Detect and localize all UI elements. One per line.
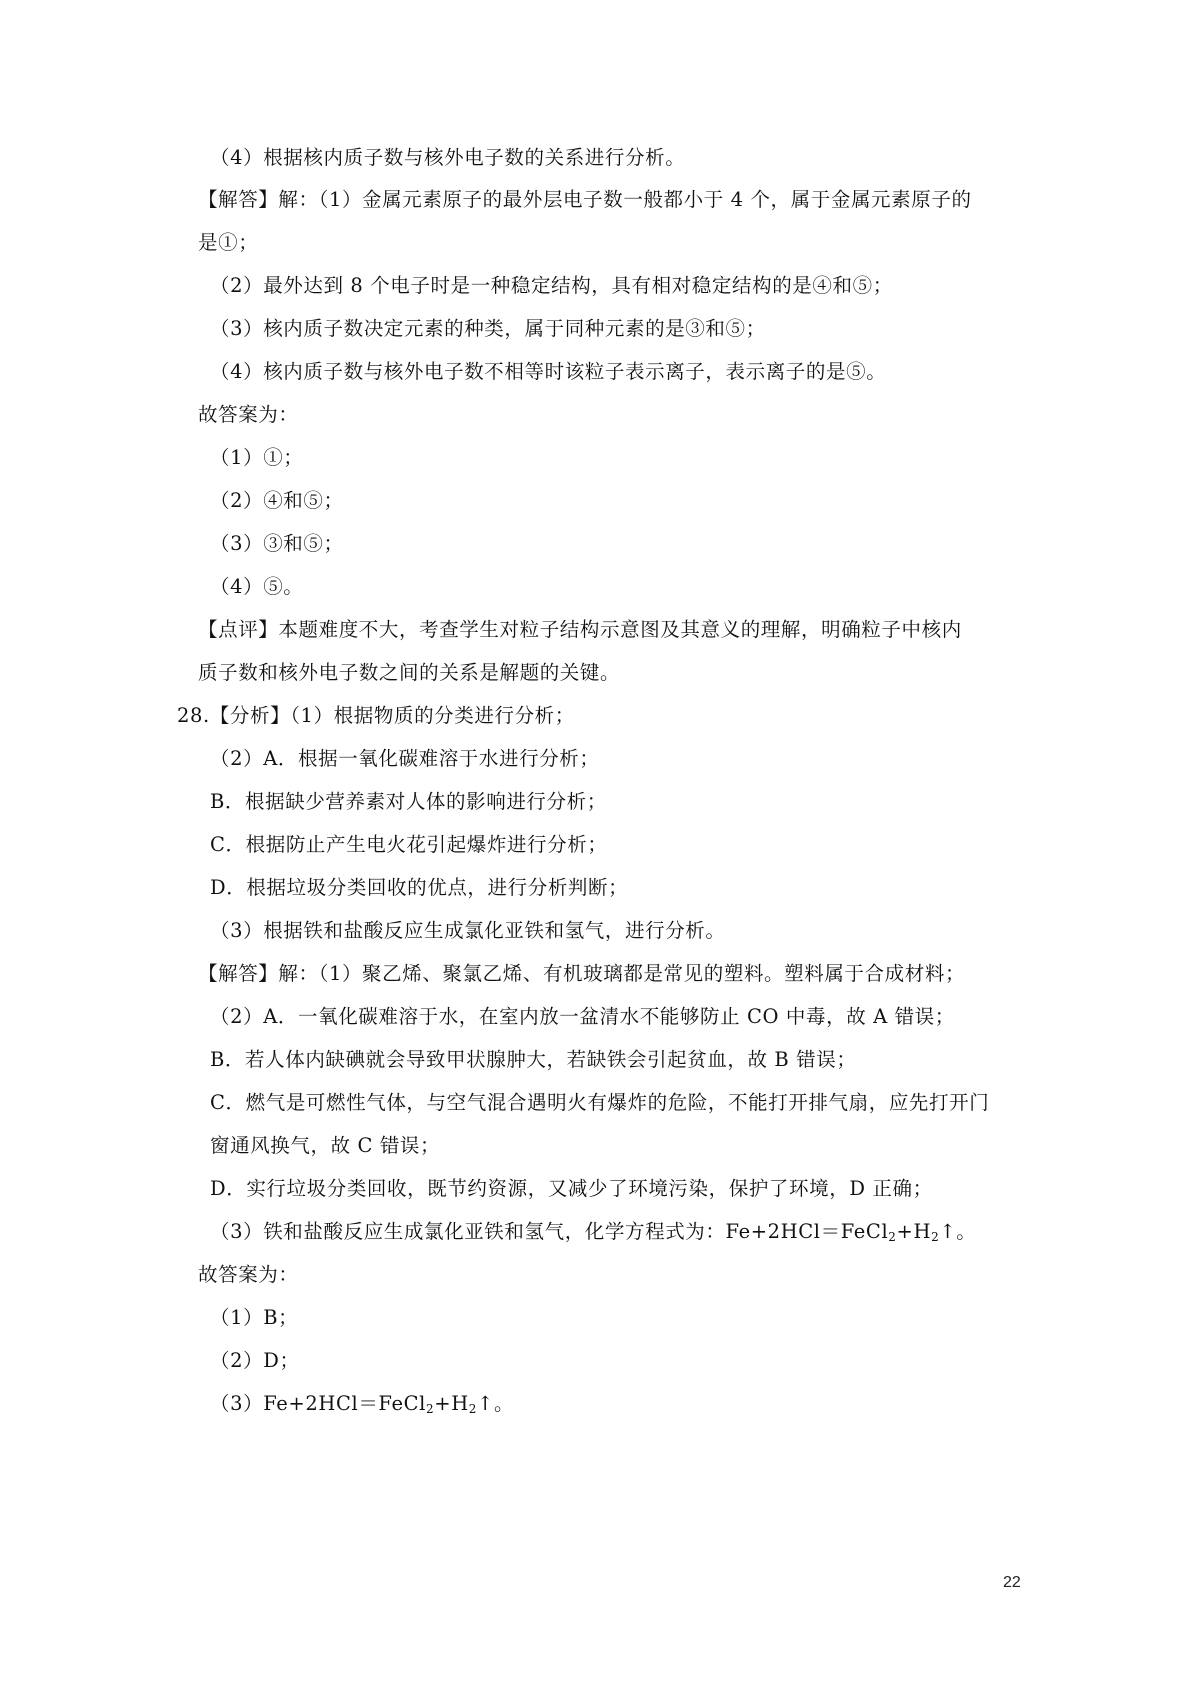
equation-part: Fe+2HCl＝FeCl: [263, 1392, 426, 1415]
text-line: （4）⑤。: [210, 575, 304, 598]
text-line: D．根据垃圾分类回收的优点，进行分析判断；: [210, 876, 629, 899]
text-line: B．若人体内缺碘就会导致甲状腺肿大，若缺铁会引起贫血，故 B 错误；: [210, 1048, 857, 1071]
equation-part: +H: [896, 1220, 932, 1243]
text-line: （4）核内质子数与核外电子数不相等时该粒子表示离子，表示离子的是⑤。: [210, 360, 887, 383]
text-line: （2）④和⑤；: [210, 489, 344, 512]
equation-part: ↑。: [939, 1220, 977, 1243]
page-number: 22: [1003, 1574, 1021, 1591]
text-line: 【点评】本题难度不大，考查学生对粒子结构示意图及其意义的理解，明确粒子中核内: [198, 618, 962, 641]
text-line: （3）核内质子数决定元素的种类，属于同种元素的是③和⑤；: [210, 317, 766, 340]
equation-line: [210, 1218, 976, 1246]
text-line: （1）①；: [210, 446, 304, 469]
subscript: 2: [426, 1402, 435, 1416]
text-line: （2）最外达到 8 个电子时是一种稳定结构，具有相对稳定结构的是④和⑤；: [210, 274, 893, 297]
text-line: （2）A．根据一氧化碳难溶于水进行分析；: [210, 747, 600, 770]
text-line: 是①；: [198, 231, 259, 254]
text-line: 【解答】解：（1）金属元素原子的最外层电子数一般都小于 4 个，属于金属元素原子的: [198, 188, 972, 211]
text-line: （2）A．一氧化碳难溶于水，在室内放一盆清水不能够防止 CO 中毒，故 A 错误；: [210, 1005, 955, 1028]
text-line: C．根据防止产生电火花引起爆炸进行分析；: [210, 833, 608, 856]
question-heading: 28.【分析】（1）根据物质的分类进行分析；: [177, 704, 575, 727]
text-line: 质子数和核外电子数之间的关系是解题的关键。: [198, 661, 621, 684]
equation-part: ↑。: [477, 1392, 515, 1415]
text-line: （3）③和⑤；: [210, 532, 344, 555]
equation-part: +H: [434, 1392, 469, 1415]
text-line: 窗通风换气，故 C 错误；: [210, 1134, 441, 1157]
text-line: 故答案为：: [198, 403, 299, 426]
equation-intro: （3）铁和盐酸反应生成氯化亚铁和氢气，化学方程式为：: [210, 1220, 726, 1243]
answer-prefix: （3）: [210, 1392, 264, 1415]
text-line: （1）B；: [210, 1306, 299, 1329]
text-line: （3）根据铁和盐酸反应生成氯化亚铁和氢气，进行分析。: [210, 919, 726, 942]
subscript: 2: [888, 1230, 897, 1244]
equation-part: Fe+2HCl＝FeCl: [725, 1220, 889, 1243]
text-line: C．燃气是可燃性气体，与空气混合遇明火有爆炸的危险，不能打开排气扇，应先打开门: [210, 1091, 990, 1114]
text-line: B．根据缺少营养素对人体的影响进行分析；: [210, 790, 607, 813]
text-line: （2）D；: [210, 1349, 300, 1372]
subscript: 2: [931, 1230, 940, 1244]
text-line: 【解答】解：（1）聚乙烯、聚氯乙烯、有机玻璃都是常见的塑料。塑料属于合成材料；: [198, 962, 966, 985]
equation-line: [210, 1390, 514, 1418]
text-line: 故答案为：: [198, 1263, 299, 1286]
text-line: （4）根据核内质子数与核外电子数的关系进行分析。: [210, 146, 686, 169]
subscript: 2: [468, 1402, 478, 1416]
text-line: D．实行垃圾分类回收，既节约资源，又减少了环境污染，保护了环境，D 正确；: [210, 1177, 933, 1200]
